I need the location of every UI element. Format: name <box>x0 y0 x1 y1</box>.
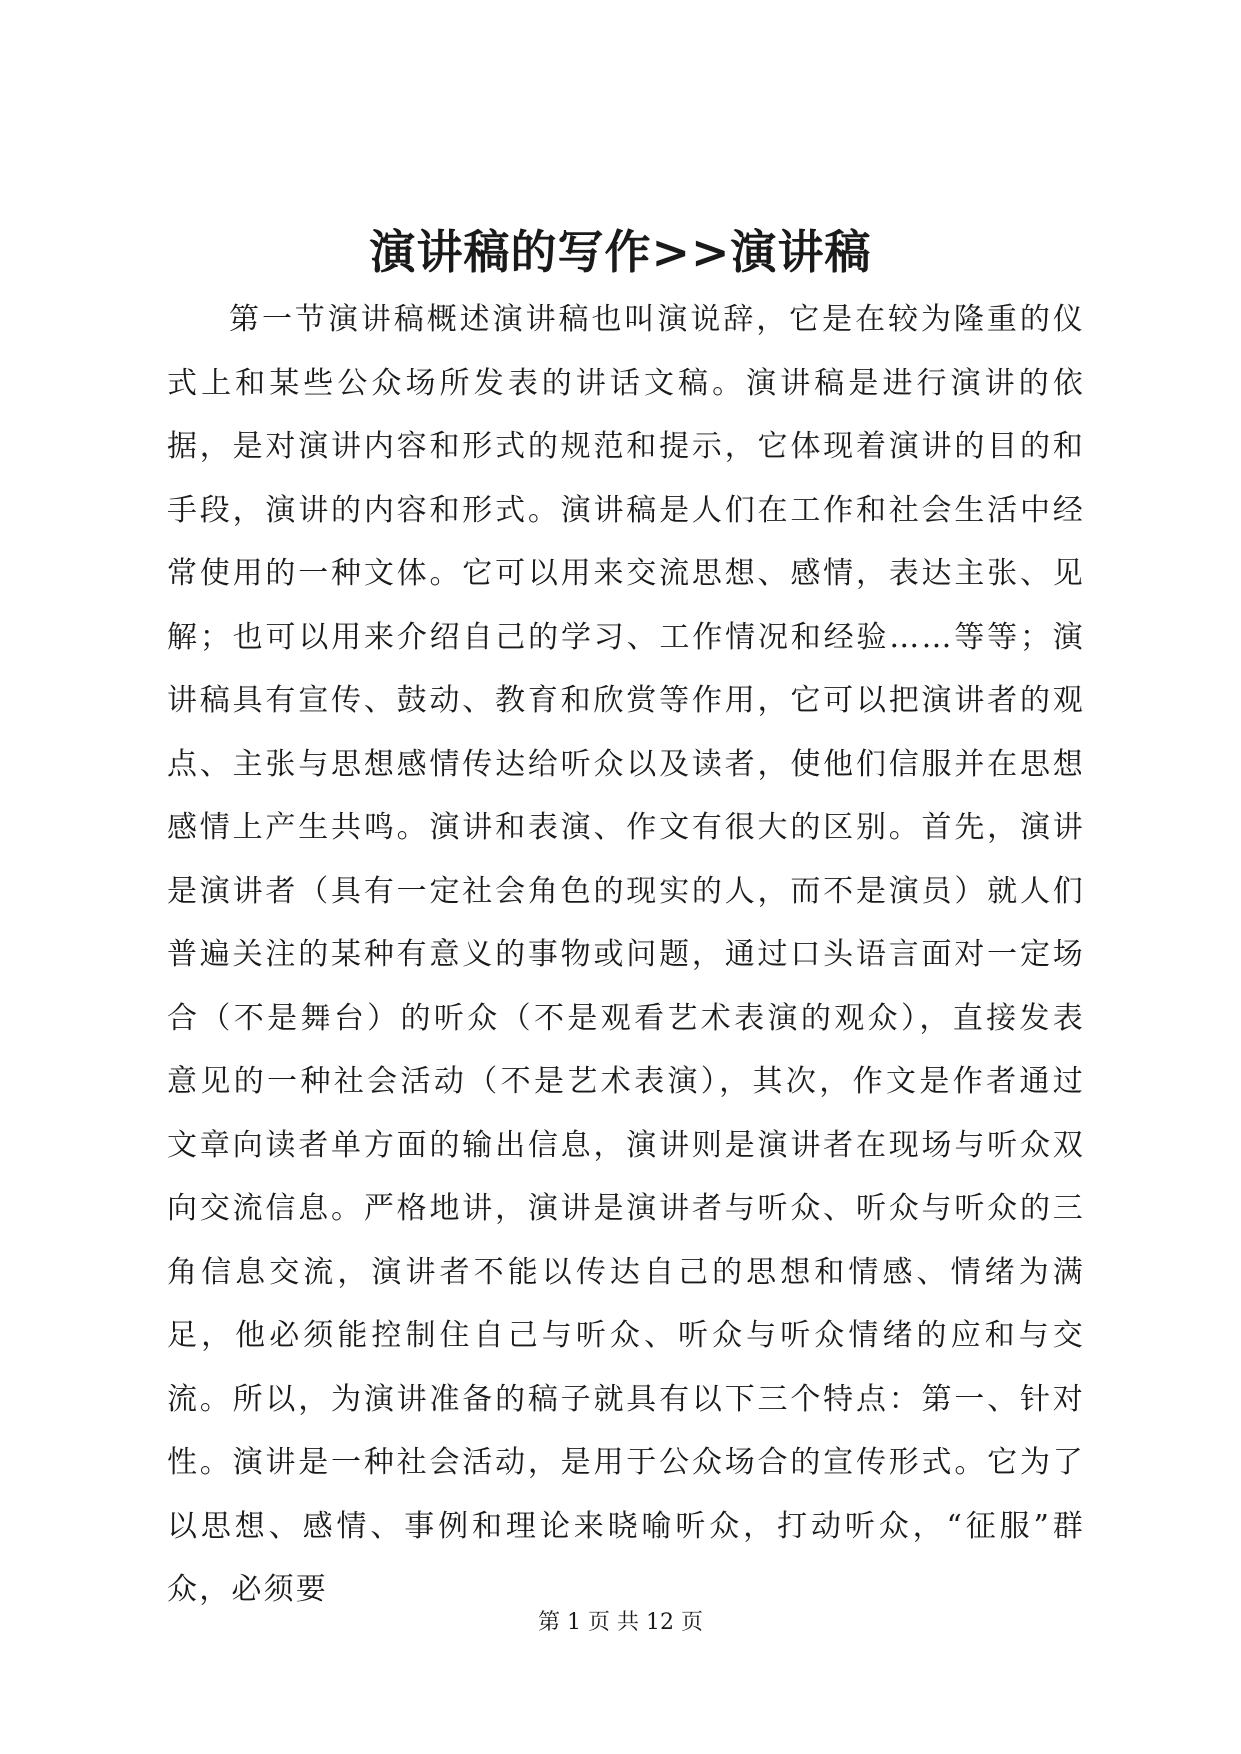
body-paragraph: 第一节演讲稿概述演讲稿也叫演说辞，它是在较为隆重的仪式上和某些公众场所发表的讲话文稿。演讲稿是进行演讲的依据，是对演讲内容和形式的规范和提示，它体现着演讲的目的和手段，演讲的内容和形式。演讲稿是人们在工作和社会生活中经常使用的一种文体。它可以用来交流思想、感情，表达主张、见解；也可以用来介绍自己的学习、工作情况和经验……等等；演讲稿具有宣传、鼓动、教育和欣赏等作用，它可以把演讲者的观点、主张与思想感情传达给听众以及读者，使他们信服并在思想感情上产生共鸣。演讲和表演、作文有很大的区别。首先，演讲是演讲者（具有一定社会角色的现实的人，而不是演员）就人们普遍关注的某种有意义的事物或问题，通过口头语言面对一定场合（不是舞台）的听众（不是观看艺术表演的观众），直接发表意见的一种社会活动（不是艺术表演），其次，作文是作者通过文章向读者单方面的输出信息，演讲则是演讲者在现场与听众双向交流信息。严格地讲，演讲是演讲者与听众、听众与听众的三角信息交流，演讲者不能以传达自己的思想和情感、情绪为满足，他必须能控制住自己与听众、听众与听众情绪的应和与交流。所以，为演讲准备的稿子就具有以下三个特点：第一、针对性。演讲是一种社会活动，是用于公众场合的宣传形式。它为了以思想、感情、事例和理论来晓喻听众，打动听众，“征服”群众，必须要 <box>167 302 1085 1607</box>
page-title: 演讲稿的写作>>演讲稿 <box>369 225 872 279</box>
page-number-footer: 第 1 页 共 12 页 <box>538 1610 703 1635</box>
